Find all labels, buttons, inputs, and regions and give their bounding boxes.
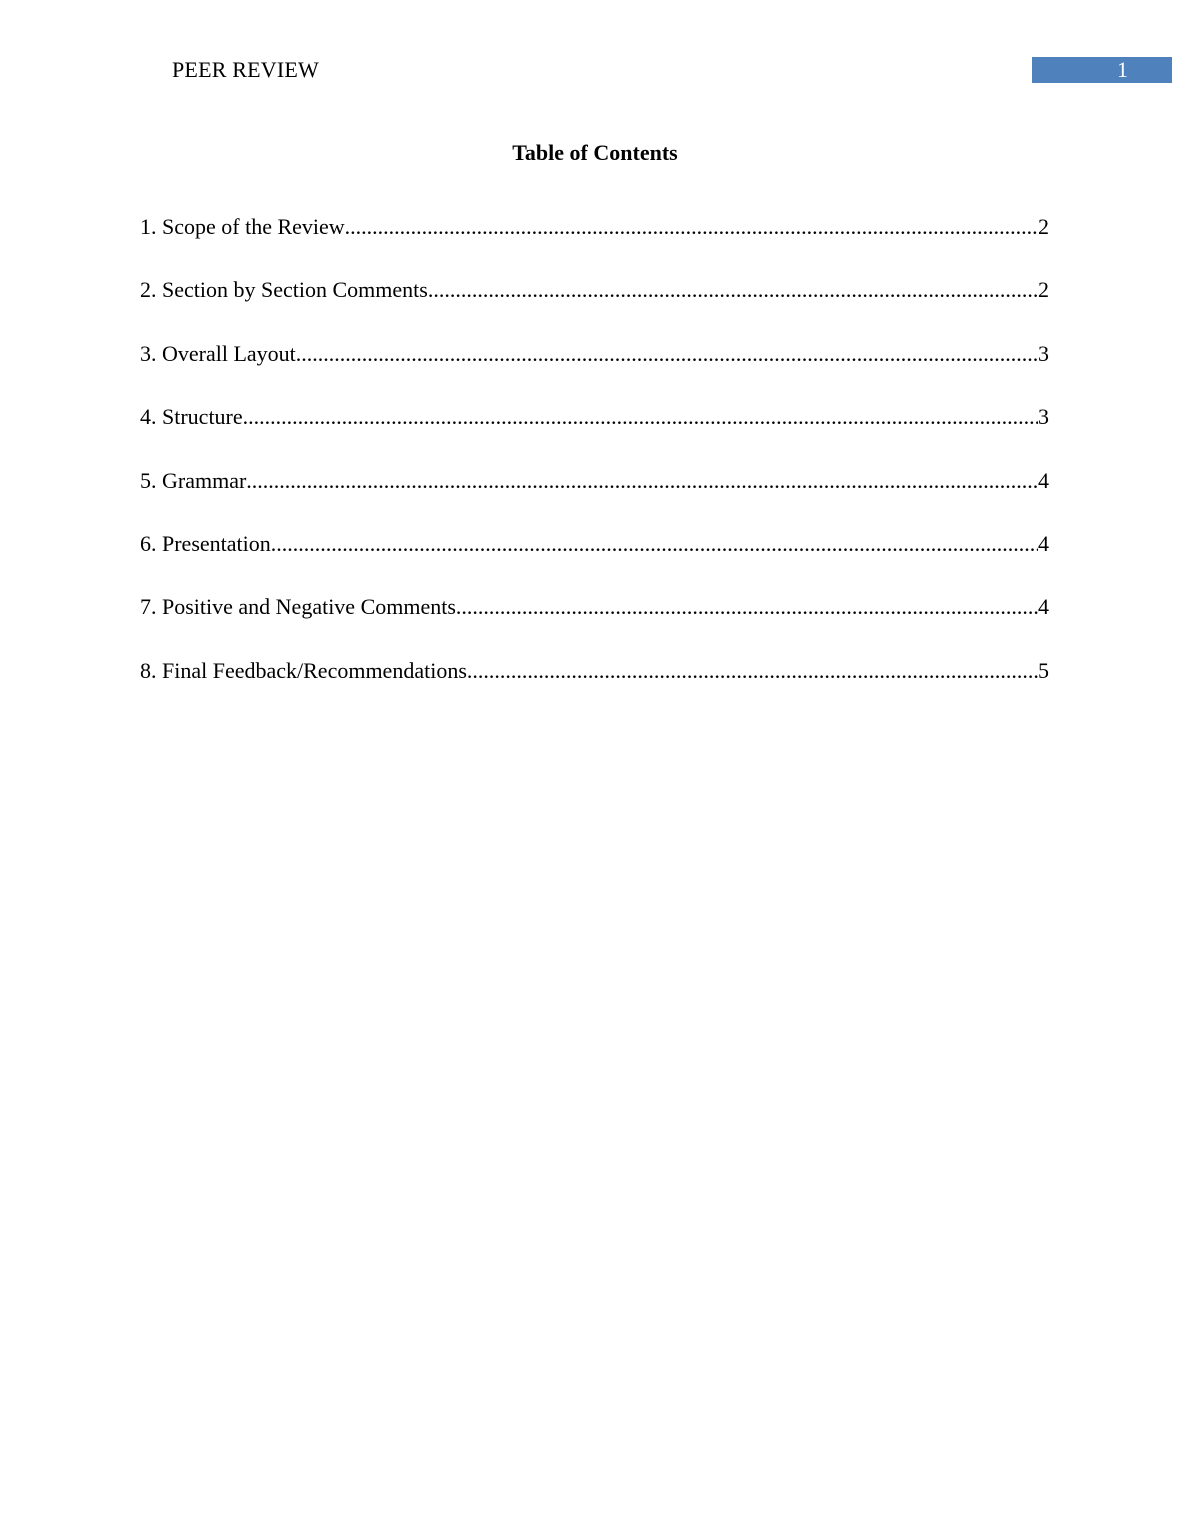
page-number-badge [1032,57,1172,83]
toc-entry-label: 3. Overall Layout [140,340,296,366]
toc-entry-final-feedback[interactable] [140,657,1049,720]
toc-entry-label: 8. Final Feedback/Recommendations [140,657,467,683]
running-header-title: PEER REVIEW [172,57,320,82]
toc-dot-leader [467,657,1038,685]
toc-entry-page: 3 [1038,340,1049,366]
toc-list [140,213,1049,720]
toc-dot-leader [296,340,1038,368]
toc-entry-label: 7. Positive and Negative Comments [140,594,456,620]
toc-entry-page: 3 [1038,404,1049,430]
toc-entry-page: 4 [1038,530,1049,556]
toc-dot-leader [456,593,1038,621]
toc-entry-label: 4. Structure [140,404,243,430]
toc-entry-label: 6. Presentation [140,530,271,556]
toc-entry-page: 5 [1038,657,1049,683]
toc-entry-page: 2 [1038,214,1049,239]
toc-entry-page: 4 [1038,594,1049,620]
toc-entry-grammar[interactable] [140,467,1049,530]
toc-entry-presentation[interactable] [140,530,1049,593]
toc-entry-overall-layout[interactable] [140,340,1049,403]
toc-entry-section-comments[interactable] [140,276,1049,339]
toc-entry-structure[interactable] [140,403,1049,466]
toc-entry-positive-negative[interactable] [140,593,1049,656]
toc-dot-leader [428,276,1038,304]
toc-entry-scope[interactable] [140,213,1049,276]
toc-heading: Table of Contents [512,140,678,165]
toc-dot-leader [246,467,1038,495]
toc-entry-page: 4 [1038,467,1049,493]
toc-entry-label: 1. Scope of the Review [140,214,345,239]
toc-entry-label: 5. Grammar [140,467,247,493]
page-number: 1 [1117,57,1128,82]
toc-entry-page: 2 [1038,277,1049,303]
toc-entry-label: 2. Section by Section Comments [140,277,428,303]
toc-dot-leader [243,403,1038,431]
toc-dot-leader [345,213,1038,241]
toc-dot-leader [271,530,1038,558]
